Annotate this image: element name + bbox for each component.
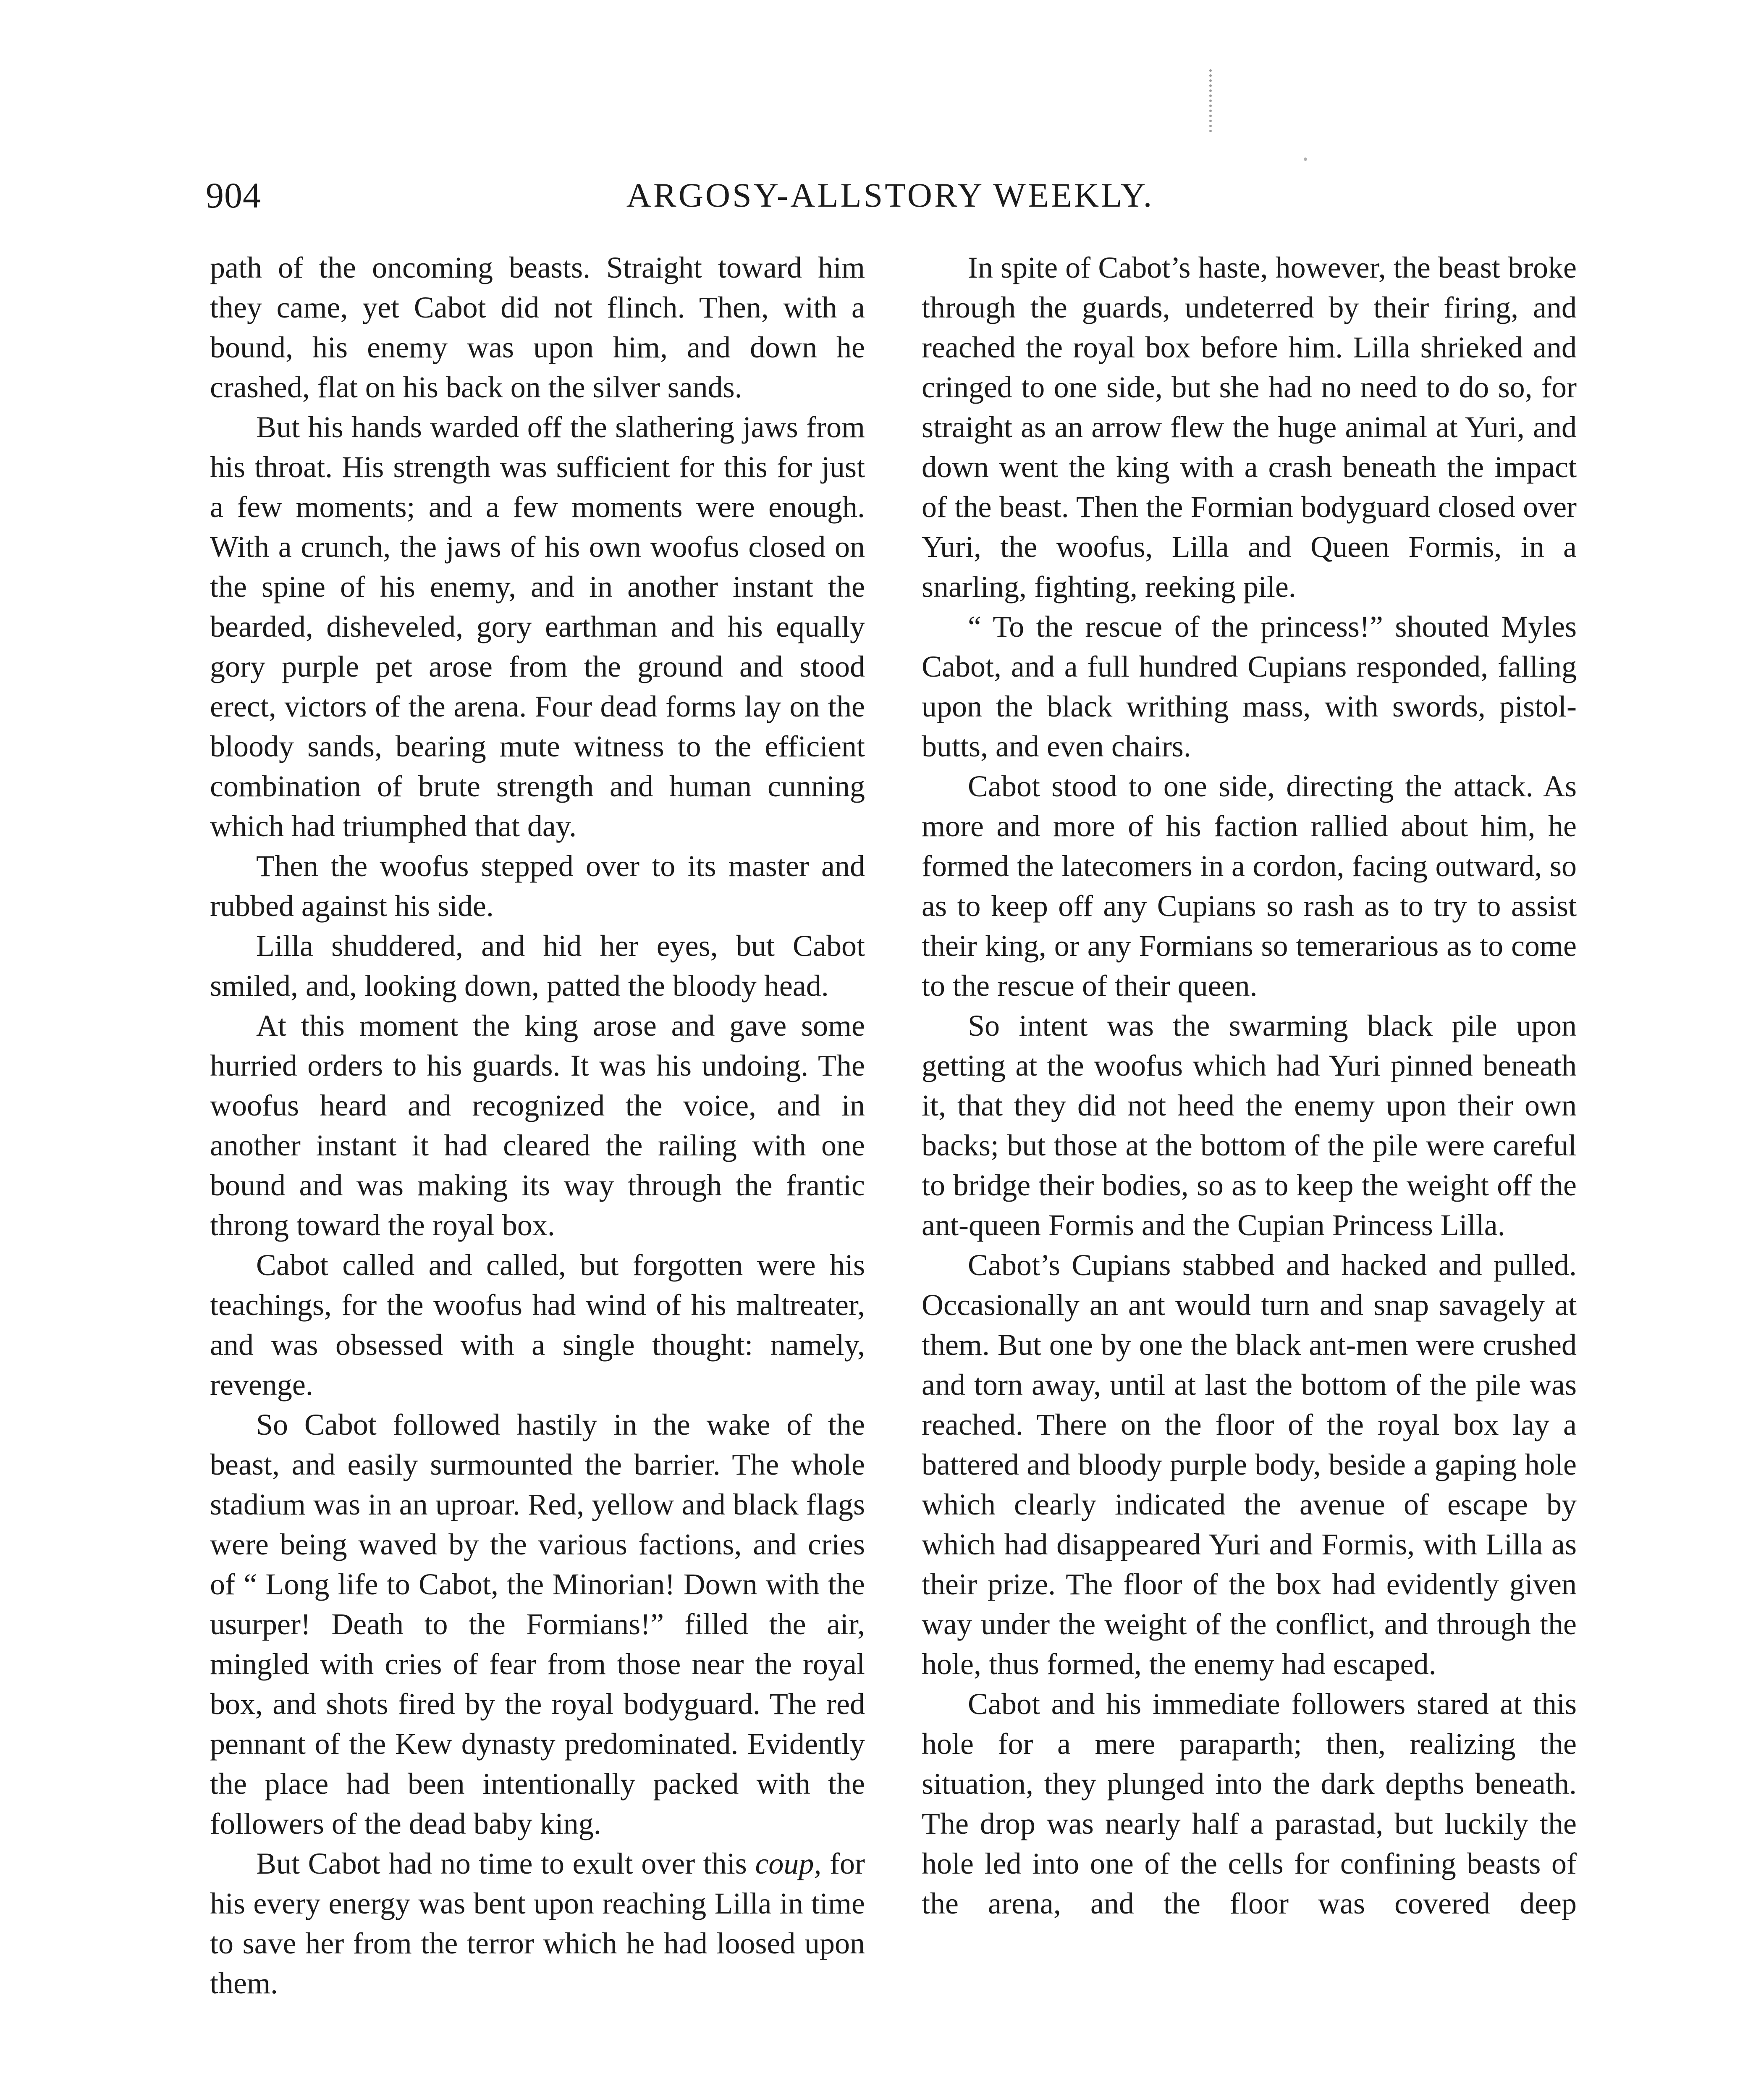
scan-artifact-dots (1209, 69, 1214, 132)
paragraph-final-left (210, 1844, 865, 2003)
paragraph: Then the woofus stepped over to its master and rubbed against his side. (210, 849, 865, 923)
paragraph: Cabot and his immediate followers stared at this hole for a mere paraparth; then, realizing the situation, they plunged into the dark depths beneath. The drop was nearly half a parastad, but luckily the hole led into one of the cells for confining beasts of the arena, and the floor was covered deep (922, 1687, 1577, 1920)
paragraph: Cabot called and called, but forgotten were his teachings, for the woofus had wind of his maltreater, and was obsessed with a single thought: namely, revenge. (210, 1248, 865, 1402)
paragraph: Cabot’s Cupians stabbed and hacked and pulled. Occasionally an ant would turn and snap savagely at them. But one by one the black ant-men were crushed and torn away, until at last the bottom of the pile was reached. There on the floor of the royal box lay a battered and bloody purple body, beside a gaping hole which clearly indicated the avenue of escape by which had disappeared Yuri and Formis, with Lilla as their prize. The floor of the box had evidently given way under the weight of the conflict, and through the hole, thus formed, the enemy had escaped. (922, 1248, 1577, 1681)
paragraph: So intent was the swarming black pile upon getting at the woofus which had Yuri pinned beneath it, that they did not heed the enemy upon their own backs; but those at the bottom of the pile were careful to bridge their bodies, so as to keep the weight off the ant-queen Formis and the Cupian Princess Lilla. (922, 1009, 1577, 1242)
text-run: for his every energy was bent upon reaching Lilla in time to save her from the terror which he had loosed upon them. (210, 1847, 865, 2000)
paragraph: But his hands warded off the slathering jaws from his throat. His strength was sufficient for this for just a few moments; and a few moments were enough. With a crunch, the jaws of his own woofus closed on the spine of his enemy, and in another instant the bearded, disheveled, gory earthman and his equally gory purple pet arose from the ground and stood erect, victors of the arena. Four dead forms lay on the bloody sands, bearing mute witness to the efficient combination of brute strength and human cunning which had triumphed that day. (210, 410, 865, 843)
page-number: 904 (206, 175, 261, 215)
paragraph: Cabot stood to one side, directing the attack. As more and more of his faction rallied about him, he formed the latecomers in a cordon, facing outward, so as to keep off any Cupians so rash as to try to assist their king, or any Formians so temerarious as to come to the rescue of their queen. (922, 769, 1577, 1003)
paragraph: At this moment the king arose and gave some hurried orders to his guards. It was his undoing. The woofus heard and recognized the voice, and in another instant it had cleared the railing with one bound and was making its way through the frantic throng toward the royal box. (210, 1009, 865, 1242)
italic-word: coup, (755, 1847, 822, 1880)
left-text-column (210, 248, 865, 2100)
text-run: But Cabot had no time to exult over this (256, 1847, 755, 1880)
paragraph: Lilla shuddered, and hid her eyes, but Cabot smiled, and, looking down, patted the bloody head. (210, 929, 865, 1003)
page-header (206, 168, 1575, 223)
right-text-column (922, 248, 1577, 2100)
paragraph: In spite of Cabot’s haste, however, the beast broke through the guards, undeterred by their firing, and reached the royal box before him. Lilla shrieked and cringed to one side, but she had no need to do so, for straight as an arrow flew the huge animal at Yuri, and down went the king with a crash beneath the impact of the beast. Then the Formian bodyguard closed over Yuri, the woofus, Lilla and Queen Formis, in a snarling, fighting, reeking pile. (922, 251, 1577, 604)
scan-artifact-speck (1304, 158, 1307, 161)
paragraph: “ To the rescue of the princess!” shouted Myles Cabot, and a full hundred Cupians responded, falling upon the black writhing mass, with swords, pistol-butts, and even chairs. (922, 610, 1577, 763)
paragraph: So Cabot followed hastily in the wake of the beast, and easily surmounted the barrier. The whole stadium was in an uproar. Red, yellow and black flags were being waved by the various factions, and cries of “ Long life to Cabot, the Minorian! Down with the usurper! Death to the Formians!” filled the air, mingled with cries of fear from those near the royal box, and shots fired by the royal bodyguard. The red pennant of the Kew dynasty predominated. Evidently the place had been intentionally packed with the followers of the dead baby king. (210, 1408, 865, 1840)
running-title: ARGOSY-ALLSTORY WEEKLY. (626, 176, 1154, 214)
paragraph: path of the oncoming beasts. Straight toward him they came, yet Cabot did not flinch. Then, with a bound, his enemy was upon him, and down he crashed, flat on his back on the silver sands. (210, 251, 865, 404)
